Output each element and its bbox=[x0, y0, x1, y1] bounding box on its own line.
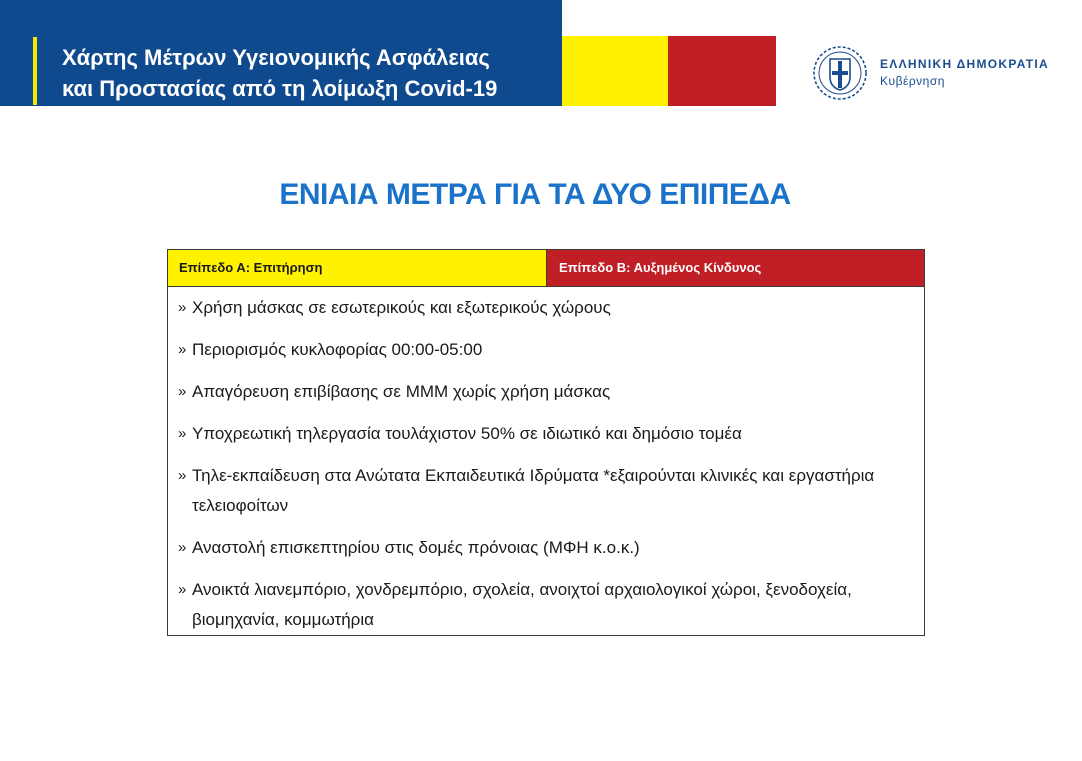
table-header bbox=[168, 250, 924, 287]
list-item bbox=[178, 533, 924, 563]
measure-text: Χρήση μάσκας σε εσωτερικούς και εξωτερικούς χώρους bbox=[192, 298, 611, 317]
greek-coat-of-arms-icon bbox=[812, 45, 868, 101]
bullet-icon: » bbox=[178, 425, 187, 442]
red-flag-block bbox=[668, 36, 776, 106]
list-item bbox=[178, 575, 924, 635]
measures-table bbox=[167, 249, 925, 636]
page-title-line1: Χάρτης Μέτρων Υγειονομικής Ασφάλειας bbox=[62, 45, 490, 70]
measure-text: Υποχρεωτική τηλεργασία τουλάχιστον 50% σε ιδιωτικό και δημόσιο τομέα bbox=[192, 424, 742, 443]
page-title-line2: και Προστασίας από τη λοίμωξη Covid-19 bbox=[62, 76, 498, 101]
bullet-icon: » bbox=[178, 581, 187, 598]
bullet-icon: » bbox=[178, 299, 187, 316]
measure-text: Ανοικτά λιανεμπόριο, χονδρεμπόριο, σχολεία, ανοιχτοί αρχαιολογικοί χώροι, ξενοδοχεία, βιομηχανία, κομμωτήρια bbox=[192, 580, 852, 629]
government-label bbox=[880, 57, 1049, 88]
header-accent-bar bbox=[33, 37, 37, 105]
page-title bbox=[62, 42, 497, 104]
bullet-icon: » bbox=[178, 467, 187, 484]
measure-text: Περιορισμός κυκλοφορίας 00:00-05:00 bbox=[192, 340, 483, 359]
yellow-flag-block bbox=[562, 36, 668, 106]
bullet-icon: » bbox=[178, 383, 187, 400]
bullet-icon: » bbox=[178, 539, 187, 556]
section-heading: ΕΝΙΑΙΑ ΜΕΤΡΑ ΓΙΑ ΤΑ ΔΥΟ ΕΠΙΠΕΔΑ bbox=[279, 178, 791, 211]
list-item bbox=[178, 419, 924, 449]
level-b-header: Επίπεδο Β: Αυξημένος Κίνδυνος bbox=[547, 250, 924, 286]
bullet-icon: » bbox=[178, 341, 187, 358]
level-a-header: Επίπεδο Α: Επιτήρηση bbox=[168, 250, 547, 286]
measure-text: Τηλε-εκπαίδευση στα Ανώτατα Εκπαιδευτικά Ιδρύματα *εξαιρούνται κλινικές και εργαστήρια τελειοφοίτων bbox=[192, 466, 875, 515]
measures-list bbox=[168, 287, 924, 635]
government-name: ΕΛΛΗΝΙΚΗ ΔΗΜΟΚΡΑΤΙΑ bbox=[880, 57, 1049, 71]
measure-text: Απαγόρευση επιβίβασης σε ΜΜΜ χωρίς χρήση μάσκας bbox=[192, 382, 611, 401]
list-item bbox=[178, 377, 924, 407]
measure-text: Αναστολή επισκεπτηρίου στις δομές πρόνοιας (ΜΦΗ κ.ο.κ.) bbox=[192, 538, 640, 557]
list-item bbox=[178, 293, 924, 323]
list-item bbox=[178, 461, 924, 521]
government-subtitle: Κυβέρνηση bbox=[880, 74, 945, 88]
list-item bbox=[178, 335, 924, 365]
